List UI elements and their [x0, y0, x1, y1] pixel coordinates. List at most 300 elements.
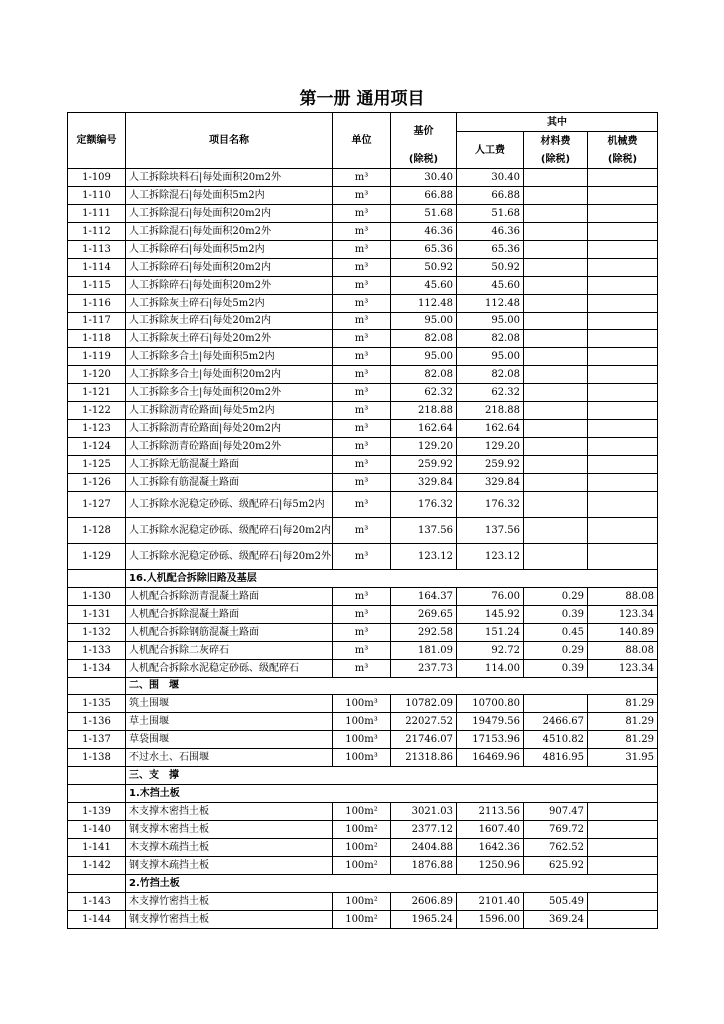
- table-row: [68, 312, 658, 330]
- name-cell: 人工拆除沥青砼路面|每处20m2外: [126, 438, 333, 456]
- table-row: [68, 204, 658, 222]
- labor-cell: 112.48: [457, 294, 524, 312]
- code-cell: 1-137: [68, 731, 126, 749]
- price-cell: 329.84: [391, 473, 457, 491]
- machine-cell: [588, 204, 658, 222]
- name-cell: 草土围堰: [126, 713, 333, 731]
- header-base-price: 基价: [391, 113, 457, 151]
- unit-cell: m³: [333, 491, 391, 517]
- section-title: 三、支 撑: [126, 767, 658, 785]
- machine-cell: 81.29: [588, 713, 658, 731]
- code-cell: 1-141: [68, 838, 126, 856]
- machine-cell: [588, 402, 658, 420]
- price-cell: 82.08: [391, 330, 457, 348]
- price-cell: 62.32: [391, 384, 457, 402]
- price-cell: 45.60: [391, 276, 457, 294]
- price-cell: 123.12: [391, 543, 457, 569]
- section-row: [68, 785, 658, 803]
- material-cell: [524, 366, 588, 384]
- section-row: [68, 767, 658, 785]
- material-cell: 907.47: [524, 803, 588, 821]
- labor-cell: 76.00: [457, 587, 524, 605]
- code-cell: 1-110: [68, 186, 126, 204]
- material-cell: [524, 491, 588, 517]
- name-cell: 人工拆除碎石|每处面积20m2内: [126, 258, 333, 276]
- material-cell: [524, 240, 588, 258]
- price-cell: 112.48: [391, 294, 457, 312]
- table-row: [68, 348, 658, 366]
- material-cell: [524, 169, 588, 187]
- table-row: [68, 169, 658, 187]
- labor-cell: 19479.56: [457, 713, 524, 731]
- table-row: [68, 384, 658, 402]
- machine-cell: [588, 276, 658, 294]
- machine-cell: [588, 240, 658, 258]
- section-code-cell: [68, 874, 126, 892]
- labor-cell: 30.40: [457, 169, 524, 187]
- material-cell: [524, 456, 588, 474]
- code-cell: 1-126: [68, 473, 126, 491]
- table-row: [68, 438, 658, 456]
- labor-cell: 17153.96: [457, 731, 524, 749]
- price-cell: 1965.24: [391, 910, 457, 928]
- price-cell: 129.20: [391, 438, 457, 456]
- unit-cell: m³: [333, 659, 391, 677]
- labor-cell: 1596.00: [457, 910, 524, 928]
- material-cell: 4510.82: [524, 731, 588, 749]
- code-cell: 1-128: [68, 517, 126, 543]
- price-cell: 259.92: [391, 456, 457, 474]
- material-cell: 2466.67: [524, 713, 588, 731]
- machine-cell: 140.89: [588, 623, 658, 641]
- name-cell: 人工拆除多合土|每处面积5m2内: [126, 348, 333, 366]
- unit-cell: m³: [333, 517, 391, 543]
- price-cell: 162.64: [391, 420, 457, 438]
- name-cell: 人工拆除混石|每处面积20m2内: [126, 204, 333, 222]
- material-cell: [524, 348, 588, 366]
- price-cell: 176.32: [391, 491, 457, 517]
- name-cell: 木支撑木疏挡土板: [126, 838, 333, 856]
- table-row: [68, 276, 658, 294]
- header-of-which: 其中: [457, 113, 658, 132]
- material-cell: [524, 420, 588, 438]
- material-cell: [524, 276, 588, 294]
- labor-cell: 16469.96: [457, 749, 524, 767]
- header-machine: 机械费: [588, 132, 658, 151]
- machine-cell: [588, 384, 658, 402]
- labor-cell: 137.56: [457, 517, 524, 543]
- name-cell: 人工拆除多合土|每处面积20m2内: [126, 366, 333, 384]
- unit-cell: 100m²: [333, 821, 391, 839]
- header-code: 定额编号: [68, 113, 126, 169]
- code-cell: 1-115: [68, 276, 126, 294]
- material-cell: [524, 438, 588, 456]
- name-cell: 草袋围堰: [126, 731, 333, 749]
- unit-cell: m³: [333, 169, 391, 187]
- material-cell: [524, 384, 588, 402]
- labor-cell: 329.84: [457, 473, 524, 491]
- labor-cell: 176.32: [457, 491, 524, 517]
- labor-cell: 92.72: [457, 641, 524, 659]
- table-row: [68, 491, 658, 517]
- code-cell: 1-140: [68, 821, 126, 839]
- machine-cell: [588, 294, 658, 312]
- price-cell: 2606.89: [391, 892, 457, 910]
- unit-cell: 100m³: [333, 713, 391, 731]
- name-cell: 人工拆除多合土|每处面积20m2外: [126, 384, 333, 402]
- name-cell: 钢支撑竹密挡土板: [126, 910, 333, 928]
- code-cell: 1-144: [68, 910, 126, 928]
- material-cell: 4816.95: [524, 749, 588, 767]
- material-cell: 762.52: [524, 838, 588, 856]
- name-cell: 人工拆除灰土碎石|每处5m2内: [126, 294, 333, 312]
- machine-cell: [588, 258, 658, 276]
- unit-cell: m³: [333, 366, 391, 384]
- material-cell: 0.45: [524, 623, 588, 641]
- labor-cell: 66.88: [457, 186, 524, 204]
- table-row: [68, 731, 658, 749]
- code-cell: 1-142: [68, 856, 126, 874]
- code-cell: 1-120: [68, 366, 126, 384]
- price-cell: 21746.07: [391, 731, 457, 749]
- name-cell: 钢支撑木疏挡土板: [126, 856, 333, 874]
- name-cell: 人工拆除沥青砼路面|每处20m2内: [126, 420, 333, 438]
- machine-cell: 88.08: [588, 587, 658, 605]
- name-cell: 人工拆除灰土碎石|每处20m2外: [126, 330, 333, 348]
- price-cell: 82.08: [391, 366, 457, 384]
- price-cell: 2404.88: [391, 838, 457, 856]
- code-cell: 1-127: [68, 491, 126, 517]
- unit-cell: 100m³: [333, 695, 391, 713]
- material-cell: [524, 695, 588, 713]
- unit-cell: 100m²: [333, 910, 391, 928]
- table-row: [68, 222, 658, 240]
- price-cell: 21318.86: [391, 749, 457, 767]
- table-row: [68, 856, 658, 874]
- material-cell: [524, 186, 588, 204]
- table-row: [68, 659, 658, 677]
- unit-cell: m³: [333, 420, 391, 438]
- unit-cell: m³: [333, 294, 391, 312]
- machine-cell: [588, 222, 658, 240]
- table-row: [68, 641, 658, 659]
- labor-cell: 95.00: [457, 348, 524, 366]
- header-material: 材料费: [524, 132, 588, 151]
- code-cell: 1-131: [68, 605, 126, 623]
- header-unit: 单位: [333, 113, 391, 169]
- price-cell: 1876.88: [391, 856, 457, 874]
- table-row: [68, 695, 658, 713]
- labor-cell: 151.24: [457, 623, 524, 641]
- labor-cell: 162.64: [457, 420, 524, 438]
- name-cell: 人工拆除水泥稳定砂砾、级配碎石|每5m2内: [126, 491, 333, 517]
- labor-cell: 129.20: [457, 438, 524, 456]
- name-cell: 人工拆除有筋混凝土路面: [126, 473, 333, 491]
- name-cell: 人工拆除沥青砼路面|每处5m2内: [126, 402, 333, 420]
- labor-cell: 1607.40: [457, 821, 524, 839]
- material-cell: 769.72: [524, 821, 588, 839]
- name-cell: 不过水土、石围堰: [126, 749, 333, 767]
- quota-table: [67, 112, 658, 929]
- table-row: [68, 240, 658, 258]
- code-cell: 1-125: [68, 456, 126, 474]
- machine-cell: 123.34: [588, 659, 658, 677]
- unit-cell: 100m²: [333, 856, 391, 874]
- material-cell: [524, 402, 588, 420]
- code-cell: 1-134: [68, 659, 126, 677]
- header-base-price-note: (除税): [391, 150, 457, 169]
- code-cell: 1-109: [68, 169, 126, 187]
- machine-cell: [588, 910, 658, 928]
- price-cell: 218.88: [391, 402, 457, 420]
- section-code-cell: [68, 677, 126, 695]
- machine-cell: [588, 821, 658, 839]
- machine-cell: [588, 856, 658, 874]
- price-cell: 95.00: [391, 348, 457, 366]
- price-cell: 3021.03: [391, 803, 457, 821]
- code-cell: 1-135: [68, 695, 126, 713]
- unit-cell: m³: [333, 473, 391, 491]
- table-row: [68, 330, 658, 348]
- price-cell: 269.65: [391, 605, 457, 623]
- code-cell: 1-123: [68, 420, 126, 438]
- labor-cell: 82.08: [457, 330, 524, 348]
- code-cell: 1-116: [68, 294, 126, 312]
- unit-cell: 100m²: [333, 838, 391, 856]
- unit-cell: m³: [333, 623, 391, 641]
- code-cell: 1-139: [68, 803, 126, 821]
- header-name: 项目名称: [126, 113, 333, 169]
- machine-cell: [588, 543, 658, 569]
- material-cell: 0.39: [524, 659, 588, 677]
- section-code-cell: [68, 785, 126, 803]
- material-cell: [524, 330, 588, 348]
- name-cell: 人机配合拆除混凝土路面: [126, 605, 333, 623]
- table-body: [68, 169, 658, 929]
- table-row: [68, 456, 658, 474]
- machine-cell: 31.95: [588, 749, 658, 767]
- labor-cell: 62.32: [457, 384, 524, 402]
- name-cell: 人机配合拆除钢筋混凝土路面: [126, 623, 333, 641]
- code-cell: 1-113: [68, 240, 126, 258]
- unit-cell: m³: [333, 330, 391, 348]
- section-title: 16.人机配合拆除旧路及基层: [126, 569, 658, 587]
- machine-cell: [588, 169, 658, 187]
- code-cell: 1-112: [68, 222, 126, 240]
- labor-cell: 50.92: [457, 258, 524, 276]
- material-cell: 505.49: [524, 892, 588, 910]
- price-cell: 95.00: [391, 312, 457, 330]
- table-row: [68, 543, 658, 569]
- unit-cell: 100m²: [333, 892, 391, 910]
- table-row: [68, 838, 658, 856]
- labor-cell: 123.12: [457, 543, 524, 569]
- name-cell: 人工拆除混石|每处面积20m2外: [126, 222, 333, 240]
- labor-cell: 51.68: [457, 204, 524, 222]
- name-cell: 人工拆除混石|每处面积5m2内: [126, 186, 333, 204]
- table-row: [68, 623, 658, 641]
- table-row: [68, 517, 658, 543]
- unit-cell: m³: [333, 402, 391, 420]
- table-row: [68, 803, 658, 821]
- name-cell: 人工拆除块料石|每处面积20m2外: [126, 169, 333, 187]
- material-cell: [524, 204, 588, 222]
- unit-cell: m³: [333, 438, 391, 456]
- unit-cell: m³: [333, 543, 391, 569]
- section-code-cell: [68, 569, 126, 587]
- material-cell: [524, 473, 588, 491]
- machine-cell: [588, 186, 658, 204]
- unit-cell: m³: [333, 605, 391, 623]
- price-cell: 2377.12: [391, 821, 457, 839]
- machine-cell: [588, 517, 658, 543]
- material-cell: [524, 222, 588, 240]
- unit-cell: m³: [333, 240, 391, 258]
- code-cell: 1-133: [68, 641, 126, 659]
- material-cell: 625.92: [524, 856, 588, 874]
- labor-cell: 82.08: [457, 366, 524, 384]
- table-row: [68, 366, 658, 384]
- labor-cell: 1250.96: [457, 856, 524, 874]
- code-cell: 1-132: [68, 623, 126, 641]
- section-title: 二、围 堰: [126, 677, 658, 695]
- unit-cell: m³: [333, 456, 391, 474]
- machine-cell: [588, 803, 658, 821]
- table-row: [68, 821, 658, 839]
- name-cell: 人工拆除无筋混凝土路面: [126, 456, 333, 474]
- section-title: 2.竹挡土板: [126, 874, 658, 892]
- section-row: [68, 874, 658, 892]
- price-cell: 237.73: [391, 659, 457, 677]
- name-cell: 人机配合拆除沥青混凝土路面: [126, 587, 333, 605]
- header-material-note: (除税): [524, 150, 588, 169]
- code-cell: 1-130: [68, 587, 126, 605]
- material-cell: [524, 312, 588, 330]
- unit-cell: m³: [333, 348, 391, 366]
- price-cell: 66.88: [391, 186, 457, 204]
- price-cell: 65.36: [391, 240, 457, 258]
- code-cell: 1-136: [68, 713, 126, 731]
- table-row: [68, 587, 658, 605]
- price-cell: 10782.09: [391, 695, 457, 713]
- table-row: [68, 420, 658, 438]
- name-cell: 人机配合拆除水泥稳定砂砾、级配碎石: [126, 659, 333, 677]
- code-cell: 1-117: [68, 312, 126, 330]
- name-cell: 木支撑竹密挡土板: [126, 892, 333, 910]
- table-row: [68, 473, 658, 491]
- unit-cell: m³: [333, 384, 391, 402]
- table-row: [68, 186, 658, 204]
- labor-cell: 218.88: [457, 402, 524, 420]
- machine-cell: [588, 438, 658, 456]
- unit-cell: 100m²: [333, 803, 391, 821]
- price-cell: 30.40: [391, 169, 457, 187]
- material-cell: [524, 258, 588, 276]
- machine-cell: [588, 491, 658, 517]
- table-row: [68, 892, 658, 910]
- labor-cell: 145.92: [457, 605, 524, 623]
- header-machine-note: (除税): [588, 150, 658, 169]
- machine-cell: 81.29: [588, 731, 658, 749]
- price-cell: 292.58: [391, 623, 457, 641]
- unit-cell: m³: [333, 312, 391, 330]
- material-cell: [524, 517, 588, 543]
- code-cell: 1-129: [68, 543, 126, 569]
- unit-cell: m³: [333, 204, 391, 222]
- price-cell: 164.37: [391, 587, 457, 605]
- machine-cell: [588, 330, 658, 348]
- machine-cell: [588, 892, 658, 910]
- material-cell: 0.29: [524, 587, 588, 605]
- price-cell: 50.92: [391, 258, 457, 276]
- code-cell: 1-138: [68, 749, 126, 767]
- labor-cell: 65.36: [457, 240, 524, 258]
- code-cell: 1-118: [68, 330, 126, 348]
- material-cell: [524, 294, 588, 312]
- unit-cell: m³: [333, 186, 391, 204]
- machine-cell: [588, 456, 658, 474]
- price-cell: 137.56: [391, 517, 457, 543]
- unit-cell: m³: [333, 258, 391, 276]
- table-row: [68, 402, 658, 420]
- price-cell: 22027.52: [391, 713, 457, 731]
- code-cell: 1-124: [68, 438, 126, 456]
- unit-cell: m³: [333, 276, 391, 294]
- table-row: [68, 910, 658, 928]
- price-cell: 181.09: [391, 641, 457, 659]
- material-cell: [524, 543, 588, 569]
- material-cell: 0.29: [524, 641, 588, 659]
- section-row: [68, 569, 658, 587]
- machine-cell: 81.29: [588, 695, 658, 713]
- name-cell: 木支撑木密挡土板: [126, 803, 333, 821]
- name-cell: 人工拆除水泥稳定砂砾、级配碎石|每20m2内: [126, 517, 333, 543]
- unit-cell: 100m³: [333, 749, 391, 767]
- machine-cell: 88.08: [588, 641, 658, 659]
- price-cell: 46.36: [391, 222, 457, 240]
- machine-cell: [588, 838, 658, 856]
- code-cell: 1-119: [68, 348, 126, 366]
- name-cell: 筑土围堰: [126, 695, 333, 713]
- material-cell: 369.24: [524, 910, 588, 928]
- name-cell: 人工拆除碎石|每处面积5m2内: [126, 240, 333, 258]
- labor-cell: 2113.56: [457, 803, 524, 821]
- price-cell: 51.68: [391, 204, 457, 222]
- machine-cell: [588, 473, 658, 491]
- machine-cell: [588, 312, 658, 330]
- code-cell: 1-143: [68, 892, 126, 910]
- section-code-cell: [68, 767, 126, 785]
- table-row: [68, 605, 658, 623]
- table-row: [68, 258, 658, 276]
- code-cell: 1-114: [68, 258, 126, 276]
- section-title: 1.木挡土板: [126, 785, 658, 803]
- table-row: [68, 749, 658, 767]
- name-cell: 人工拆除碎石|每处面积20m2外: [126, 276, 333, 294]
- machine-cell: 123.34: [588, 605, 658, 623]
- name-cell: 钢支撑木密挡土板: [126, 821, 333, 839]
- labor-cell: 95.00: [457, 312, 524, 330]
- labor-cell: 45.60: [457, 276, 524, 294]
- unit-cell: m³: [333, 587, 391, 605]
- page-title: 第一册 通用项目: [299, 89, 425, 109]
- machine-cell: [588, 348, 658, 366]
- code-cell: 1-121: [68, 384, 126, 402]
- unit-cell: 100m³: [333, 731, 391, 749]
- table-row: [68, 713, 658, 731]
- labor-cell: 114.00: [457, 659, 524, 677]
- code-cell: 1-122: [68, 402, 126, 420]
